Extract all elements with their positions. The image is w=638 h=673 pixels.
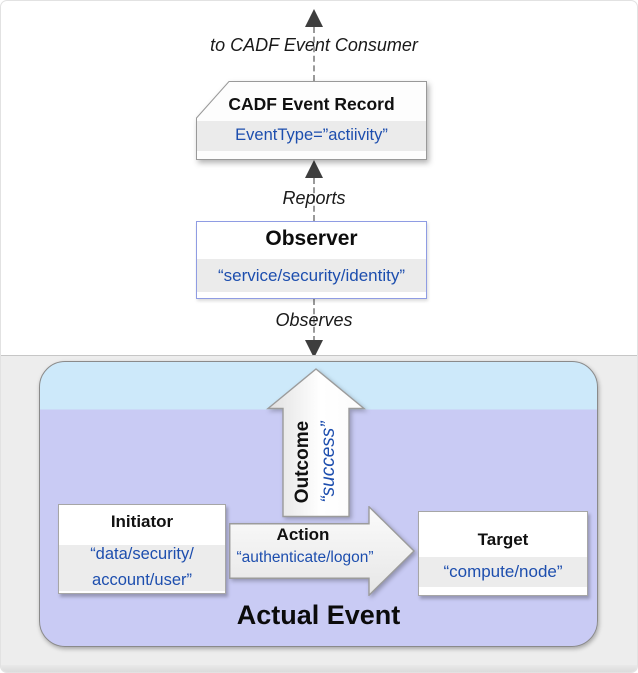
observer-box (196, 221, 427, 299)
reports-label: Reports (282, 188, 346, 208)
target-title: Target (477, 530, 529, 549)
actual-event-title: Actual Event (236, 600, 401, 630)
initiator-value-line2: account/user” (92, 571, 192, 589)
observer-title: Observer (265, 227, 358, 250)
outcome-value: “success” (318, 421, 339, 503)
consumer-label: to CADF Event Consumer (210, 35, 418, 55)
to-consumer-arrowhead-icon (305, 9, 323, 27)
action-arrow (229, 506, 415, 596)
target-box (418, 511, 588, 596)
initiator-box (58, 504, 226, 594)
target-resource-type: “compute/node” (443, 562, 563, 581)
observer-resource-type: “service/security/identity” (197, 259, 426, 292)
record-title: CADF Event Record (228, 94, 395, 114)
initiator-title: Initiator (110, 512, 174, 531)
record-event-type: EventType=”actiivity” (235, 126, 388, 144)
initiator-value-line1: “data/security/ (90, 545, 194, 563)
action-value: “authenticate/logon” (236, 549, 374, 566)
action-title: Action (276, 525, 330, 544)
outcome-arrow (266, 368, 366, 518)
observes-label: Observes (275, 310, 353, 330)
cadf-event-record-box (196, 81, 427, 160)
initiator-resource-type (59, 541, 225, 593)
reports-arrowhead-icon (305, 160, 323, 178)
outcome-title: Outcome (292, 420, 313, 504)
